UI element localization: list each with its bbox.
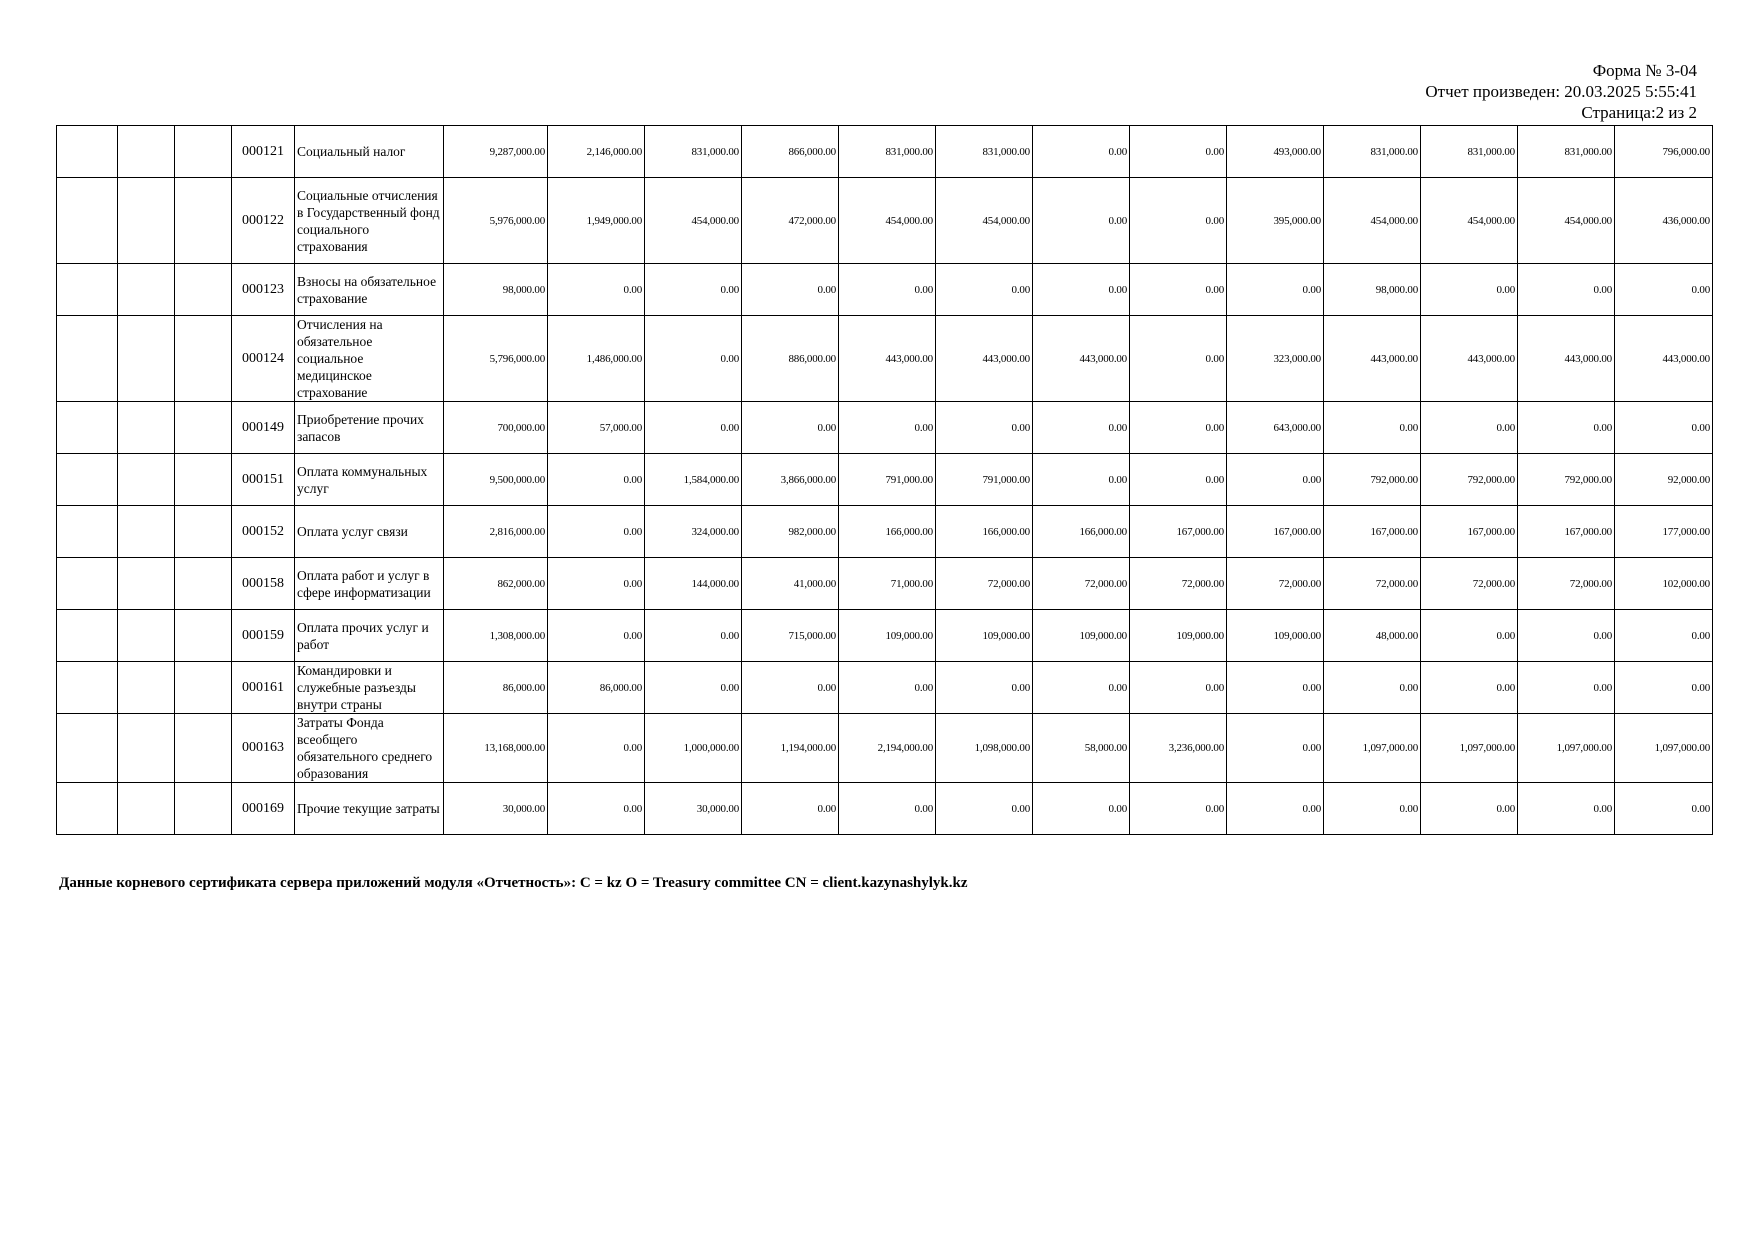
empty-cell <box>175 264 232 316</box>
table-row <box>57 714 1713 783</box>
empty-cell <box>118 126 175 178</box>
value-cell: 0.00 <box>839 264 936 316</box>
value-cell: 791,000.00 <box>839 454 936 506</box>
value-cell: 0.00 <box>645 402 742 454</box>
value-cell: 0.00 <box>645 316 742 402</box>
empty-cell <box>57 454 118 506</box>
value-cell: 443,000.00 <box>1615 316 1713 402</box>
empty-cell <box>118 264 175 316</box>
value-cell: 831,000.00 <box>839 126 936 178</box>
value-cell: 0.00 <box>1033 662 1130 714</box>
table-row <box>57 662 1713 714</box>
row-name: Оплата работ и услуг в сфере информатизации <box>295 558 444 610</box>
value-cell: 796,000.00 <box>1615 126 1713 178</box>
empty-cell <box>57 402 118 454</box>
value-cell: 0.00 <box>1130 178 1227 264</box>
empty-cell <box>175 454 232 506</box>
value-cell: 2,146,000.00 <box>548 126 645 178</box>
value-cell: 0.00 <box>1033 264 1130 316</box>
value-cell: 0.00 <box>742 402 839 454</box>
value-cell: 831,000.00 <box>1518 126 1615 178</box>
value-cell: 454,000.00 <box>1421 178 1518 264</box>
value-cell: 0.00 <box>548 714 645 783</box>
value-cell: 86,000.00 <box>548 662 645 714</box>
value-cell: 0.00 <box>1518 610 1615 662</box>
value-cell: 167,000.00 <box>1130 506 1227 558</box>
value-cell: 0.00 <box>1130 454 1227 506</box>
value-cell: 1,097,000.00 <box>1518 714 1615 783</box>
empty-cell <box>118 714 175 783</box>
value-cell: 92,000.00 <box>1615 454 1713 506</box>
report-date: Отчет произведен: 20.03.2025 5:55:41 <box>1425 82 1697 101</box>
empty-cell <box>175 178 232 264</box>
value-cell: 102,000.00 <box>1615 558 1713 610</box>
value-cell: 72,000.00 <box>1130 558 1227 610</box>
value-cell: 0.00 <box>1130 316 1227 402</box>
value-cell: 862,000.00 <box>444 558 548 610</box>
value-cell: 395,000.00 <box>1227 178 1324 264</box>
value-cell: 166,000.00 <box>839 506 936 558</box>
value-cell: 831,000.00 <box>1421 126 1518 178</box>
row-code: 000149 <box>232 402 295 454</box>
row-code: 000124 <box>232 316 295 402</box>
value-cell: 0.00 <box>1227 264 1324 316</box>
value-cell: 0.00 <box>742 783 839 835</box>
value-cell: 58,000.00 <box>1033 714 1130 783</box>
value-cell: 2,194,000.00 <box>839 714 936 783</box>
empty-cell <box>175 506 232 558</box>
value-cell: 0.00 <box>742 662 839 714</box>
value-cell: 443,000.00 <box>1033 316 1130 402</box>
value-cell: 1,194,000.00 <box>742 714 839 783</box>
row-code: 000152 <box>232 506 295 558</box>
value-cell: 454,000.00 <box>645 178 742 264</box>
value-cell: 177,000.00 <box>1615 506 1713 558</box>
value-cell: 72,000.00 <box>1033 558 1130 610</box>
value-cell: 0.00 <box>548 264 645 316</box>
value-cell: 1,097,000.00 <box>1615 714 1713 783</box>
value-cell: 792,000.00 <box>1518 454 1615 506</box>
value-cell: 472,000.00 <box>742 178 839 264</box>
value-cell: 0.00 <box>1227 783 1324 835</box>
empty-cell <box>57 714 118 783</box>
empty-cell <box>57 783 118 835</box>
value-cell: 1,949,000.00 <box>548 178 645 264</box>
form-number: Форма № 3-04 <box>1592 61 1697 80</box>
value-cell: 0.00 <box>1518 662 1615 714</box>
value-cell: 109,000.00 <box>936 610 1033 662</box>
value-cell: 109,000.00 <box>1227 610 1324 662</box>
value-cell: 443,000.00 <box>936 316 1033 402</box>
empty-cell <box>57 558 118 610</box>
value-cell: 0.00 <box>1227 714 1324 783</box>
value-cell: 0.00 <box>645 662 742 714</box>
table-row <box>57 506 1713 558</box>
value-cell: 109,000.00 <box>839 610 936 662</box>
value-cell: 0.00 <box>1615 264 1713 316</box>
empty-cell <box>175 402 232 454</box>
value-cell: 86,000.00 <box>444 662 548 714</box>
value-cell: 30,000.00 <box>444 783 548 835</box>
empty-cell <box>118 558 175 610</box>
value-cell: 324,000.00 <box>645 506 742 558</box>
value-cell: 0.00 <box>1033 178 1130 264</box>
value-cell: 0.00 <box>548 610 645 662</box>
empty-cell <box>175 783 232 835</box>
empty-cell <box>175 316 232 402</box>
empty-cell <box>57 178 118 264</box>
value-cell: 0.00 <box>1130 783 1227 835</box>
value-cell: 0.00 <box>1033 454 1130 506</box>
value-cell: 72,000.00 <box>1421 558 1518 610</box>
value-cell: 1,097,000.00 <box>1421 714 1518 783</box>
table-row <box>57 610 1713 662</box>
value-cell: 30,000.00 <box>645 783 742 835</box>
value-cell: 831,000.00 <box>936 126 1033 178</box>
report-table <box>56 125 1713 835</box>
value-cell: 166,000.00 <box>936 506 1033 558</box>
empty-cell <box>175 714 232 783</box>
value-cell: 0.00 <box>1421 402 1518 454</box>
value-cell: 3,236,000.00 <box>1130 714 1227 783</box>
value-cell: 13,168,000.00 <box>444 714 548 783</box>
value-cell: 1,486,000.00 <box>548 316 645 402</box>
value-cell: 72,000.00 <box>1518 558 1615 610</box>
empty-cell <box>118 662 175 714</box>
value-cell: 41,000.00 <box>742 558 839 610</box>
value-cell: 0.00 <box>1421 264 1518 316</box>
value-cell: 792,000.00 <box>1421 454 1518 506</box>
value-cell: 144,000.00 <box>645 558 742 610</box>
value-cell: 0.00 <box>1130 662 1227 714</box>
value-cell: 443,000.00 <box>839 316 936 402</box>
value-cell: 166,000.00 <box>1033 506 1130 558</box>
value-cell: 0.00 <box>1033 783 1130 835</box>
value-cell: 493,000.00 <box>1227 126 1324 178</box>
value-cell: 0.00 <box>1033 402 1130 454</box>
value-cell: 866,000.00 <box>742 126 839 178</box>
table-row <box>57 402 1713 454</box>
value-cell: 0.00 <box>1615 402 1713 454</box>
value-cell: 443,000.00 <box>1324 316 1421 402</box>
value-cell: 0.00 <box>1227 454 1324 506</box>
value-cell: 72,000.00 <box>1227 558 1324 610</box>
value-cell: 0.00 <box>1324 662 1421 714</box>
value-cell: 1,097,000.00 <box>1324 714 1421 783</box>
value-cell: 982,000.00 <box>742 506 839 558</box>
value-cell: 1,000,000.00 <box>645 714 742 783</box>
row-name: Прочие текущие затраты <box>295 783 444 835</box>
page-number: Страница:2 из 2 <box>1581 103 1697 122</box>
row-code: 000123 <box>232 264 295 316</box>
value-cell: 1,098,000.00 <box>936 714 1033 783</box>
empty-cell <box>175 558 232 610</box>
value-cell: 167,000.00 <box>1227 506 1324 558</box>
value-cell: 0.00 <box>1227 662 1324 714</box>
value-cell: 0.00 <box>839 662 936 714</box>
value-cell: 0.00 <box>839 783 936 835</box>
value-cell: 0.00 <box>1615 610 1713 662</box>
value-cell: 57,000.00 <box>548 402 645 454</box>
empty-cell <box>118 454 175 506</box>
value-cell: 0.00 <box>548 454 645 506</box>
value-cell: 0.00 <box>1421 662 1518 714</box>
value-cell: 9,287,000.00 <box>444 126 548 178</box>
value-cell: 454,000.00 <box>1518 178 1615 264</box>
value-cell: 0.00 <box>936 402 1033 454</box>
value-cell: 700,000.00 <box>444 402 548 454</box>
row-name: Приобретение прочих запасов <box>295 402 444 454</box>
empty-cell <box>118 178 175 264</box>
value-cell: 0.00 <box>1518 264 1615 316</box>
value-cell: 0.00 <box>1033 126 1130 178</box>
table-row <box>57 783 1713 835</box>
empty-cell <box>57 662 118 714</box>
value-cell: 0.00 <box>936 264 1033 316</box>
empty-cell <box>175 610 232 662</box>
table-row <box>57 126 1713 178</box>
value-cell: 167,000.00 <box>1518 506 1615 558</box>
certificate-note: Данные корневого сертификата сервера приложений модуля «Отчетность»: C = kz O = Treasury committee CN = client.kazynashylyk.kz <box>59 875 968 891</box>
value-cell: 0.00 <box>742 264 839 316</box>
value-cell: 0.00 <box>1615 662 1713 714</box>
empty-cell <box>57 506 118 558</box>
report-table-body <box>57 126 1713 835</box>
row-name: Социальные отчисления в Государственный фонд социального страхования <box>295 178 444 264</box>
value-cell: 0.00 <box>1518 402 1615 454</box>
row-code: 000169 <box>232 783 295 835</box>
row-name: Затраты Фонда всеобщего обязательного среднего образования <box>295 714 444 783</box>
value-cell: 886,000.00 <box>742 316 839 402</box>
value-cell: 0.00 <box>1130 264 1227 316</box>
empty-cell <box>118 610 175 662</box>
empty-cell <box>175 662 232 714</box>
empty-cell <box>57 264 118 316</box>
row-code: 000163 <box>232 714 295 783</box>
value-cell: 1,308,000.00 <box>444 610 548 662</box>
row-name: Оплата услуг связи <box>295 506 444 558</box>
value-cell: 71,000.00 <box>839 558 936 610</box>
value-cell: 323,000.00 <box>1227 316 1324 402</box>
value-cell: 454,000.00 <box>1324 178 1421 264</box>
value-cell: 0.00 <box>936 662 1033 714</box>
value-cell: 0.00 <box>1324 402 1421 454</box>
empty-cell <box>57 316 118 402</box>
value-cell: 715,000.00 <box>742 610 839 662</box>
table-row <box>57 558 1713 610</box>
value-cell: 0.00 <box>1130 126 1227 178</box>
row-name: Отчисления на обязательное социальное медицинское страхование <box>295 316 444 402</box>
value-cell: 0.00 <box>1130 402 1227 454</box>
value-cell: 98,000.00 <box>444 264 548 316</box>
value-cell: 3,866,000.00 <box>742 454 839 506</box>
value-cell: 454,000.00 <box>936 178 1033 264</box>
value-cell: 831,000.00 <box>645 126 742 178</box>
value-cell: 5,796,000.00 <box>444 316 548 402</box>
value-cell: 443,000.00 <box>1421 316 1518 402</box>
row-name: Взносы на обязательное страхование <box>295 264 444 316</box>
row-name: Оплата коммунальных услуг <box>295 454 444 506</box>
value-cell: 98,000.00 <box>1324 264 1421 316</box>
empty-cell <box>118 316 175 402</box>
value-cell: 0.00 <box>1518 783 1615 835</box>
empty-cell <box>118 506 175 558</box>
row-code: 000121 <box>232 126 295 178</box>
row-name: Социальный налог <box>295 126 444 178</box>
value-cell: 643,000.00 <box>1227 402 1324 454</box>
value-cell: 9,500,000.00 <box>444 454 548 506</box>
row-code: 000151 <box>232 454 295 506</box>
value-cell: 0.00 <box>548 506 645 558</box>
row-code: 000159 <box>232 610 295 662</box>
row-code: 000161 <box>232 662 295 714</box>
row-code: 000158 <box>232 558 295 610</box>
value-cell: 0.00 <box>1421 783 1518 835</box>
value-cell: 109,000.00 <box>1130 610 1227 662</box>
value-cell: 831,000.00 <box>1324 126 1421 178</box>
empty-cell <box>118 783 175 835</box>
value-cell: 0.00 <box>645 264 742 316</box>
value-cell: 0.00 <box>839 402 936 454</box>
value-cell: 0.00 <box>1324 783 1421 835</box>
value-cell: 2,816,000.00 <box>444 506 548 558</box>
value-cell: 0.00 <box>645 610 742 662</box>
empty-cell <box>57 126 118 178</box>
value-cell: 0.00 <box>548 783 645 835</box>
row-name: Командировки и служебные разъезды внутри страны <box>295 662 444 714</box>
value-cell: 72,000.00 <box>936 558 1033 610</box>
value-cell: 791,000.00 <box>936 454 1033 506</box>
value-cell: 109,000.00 <box>1033 610 1130 662</box>
value-cell: 0.00 <box>1615 783 1713 835</box>
value-cell: 436,000.00 <box>1615 178 1713 264</box>
empty-cell <box>57 610 118 662</box>
value-cell: 0.00 <box>548 558 645 610</box>
value-cell: 792,000.00 <box>1324 454 1421 506</box>
page-header <box>1425 60 1697 123</box>
value-cell: 5,976,000.00 <box>444 178 548 264</box>
value-cell: 443,000.00 <box>1518 316 1615 402</box>
table-row <box>57 264 1713 316</box>
empty-cell <box>175 126 232 178</box>
table-row <box>57 178 1713 264</box>
value-cell: 454,000.00 <box>839 178 936 264</box>
value-cell: 167,000.00 <box>1421 506 1518 558</box>
table-row <box>57 454 1713 506</box>
row-code: 000122 <box>232 178 295 264</box>
value-cell: 0.00 <box>1421 610 1518 662</box>
row-name: Оплата прочих услуг и работ <box>295 610 444 662</box>
value-cell: 72,000.00 <box>1324 558 1421 610</box>
empty-cell <box>118 402 175 454</box>
value-cell: 48,000.00 <box>1324 610 1421 662</box>
table-row <box>57 316 1713 402</box>
value-cell: 1,584,000.00 <box>645 454 742 506</box>
value-cell: 0.00 <box>936 783 1033 835</box>
value-cell: 167,000.00 <box>1324 506 1421 558</box>
